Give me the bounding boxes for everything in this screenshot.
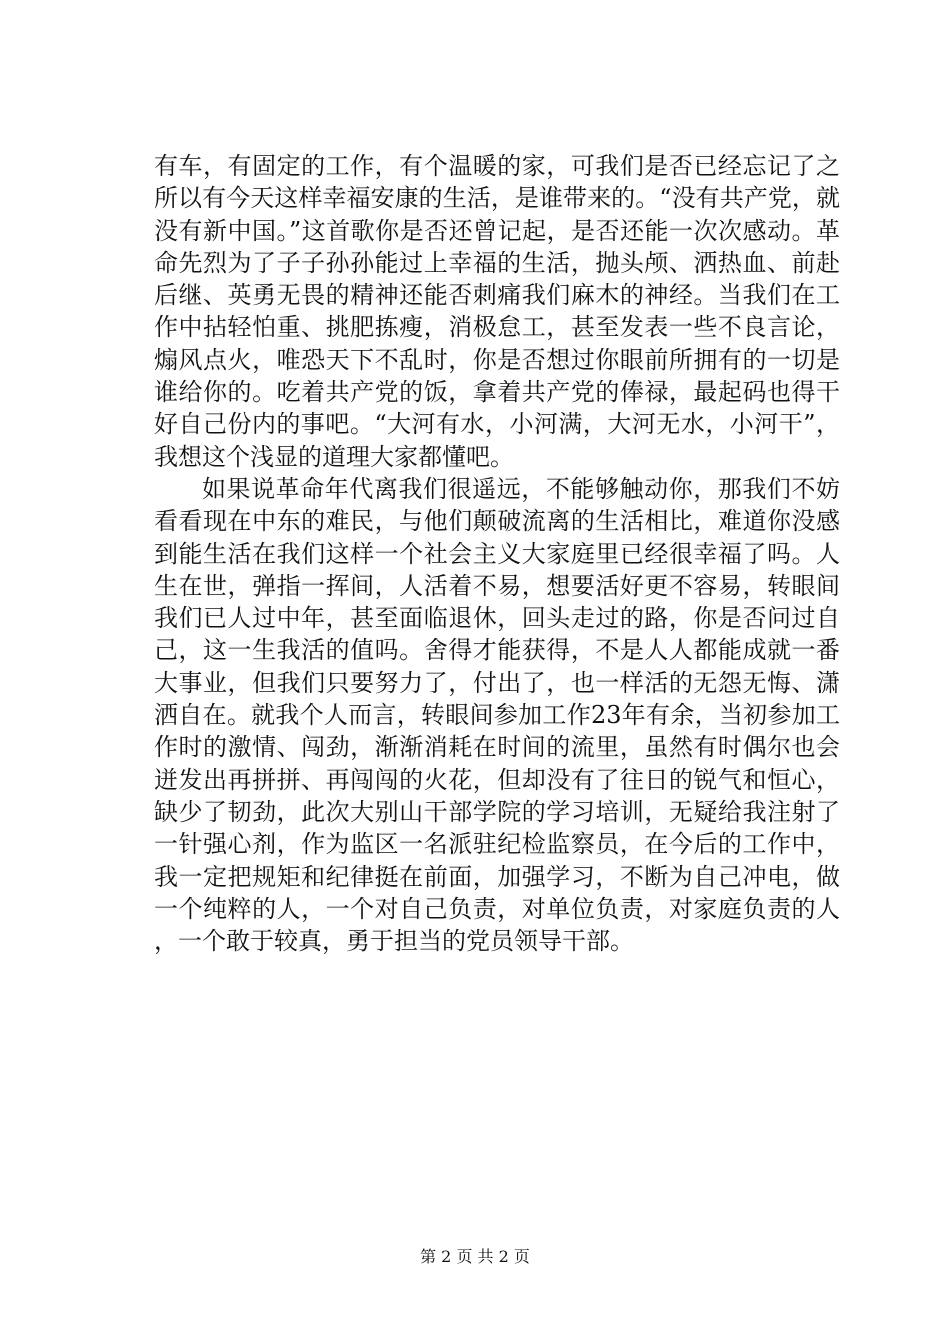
paragraph-1: 有车，有固定的工作，有个温暖的家，可我们是否已经忘记了之所以有今天这样幸福安康的生活，是谁带来的。“没有共产党，就没有新中国。”这首歌你是否还曾记起，是否还能一次次感动。革命先烈为了子子孙孙能过上幸福的生活，抛头颅、洒热血、前赴后继、英勇无畏的精神还能否刺痛我们麻木的神经。当我们在工作中拈轻怕重、挑肥拣瘦，消极怠工，甚至发表一些不良言论，煽风点火，唯恐天下不乱时，你是否想过你眼前所拥有的一切是谁给你的。吃着共产党的饭，拿着共产党的俸禄，最起码也得干好自己份内的事吧。“大河有水，小河满，大河无水，小河干”，我想这个浅显的道理大家都懂吧。 (154, 152, 840, 471)
page-number-footer: 第 2 页 共 2 页 (420, 1247, 530, 1266)
paragraph-2: 如果说革命年代离我们很遥远，不能够触动你，那我们不妨看看现在中东的难民，与他们颠破流离的生活相比，难道你没感到能生活在我们这样一个社会主义大家庭里已经很幸福了吗。人生在世，弹指一挥间，人活着不易，想要活好更不容易，转眼间我们已人过中年，甚至面临退休，回头走过的路，你是否问过自己，这一生我活的值吗。舍得才能获得，不是人人都能成就一番大事业，但我们只要努力了，付出了，也一样活的无怨无悔、潇洒自在。就我个人而言，转眼间参加工作23年有余，当初参加工作时的激情、闯劲，渐渐消耗在时间的流里，虽然有时偶尔也会迸发出再拼拼、再闯闯的火花，但却没有了往日的锐气和恒心，缺少了韧劲，此次大别山干部学院的学习培训，无疑给我注射了一针强心剂，作为监区一名派驻纪检监察员，在今后的工作中，我一定把规矩和纪律挺在前面，加强学习，不断为自己冲电，做一个纯粹的人，一个对自己负责，对单位负责，对家庭负责的人，一个敢于较真，勇于担当的党员领导干部。 (154, 474, 840, 956)
document-body (154, 150, 840, 957)
